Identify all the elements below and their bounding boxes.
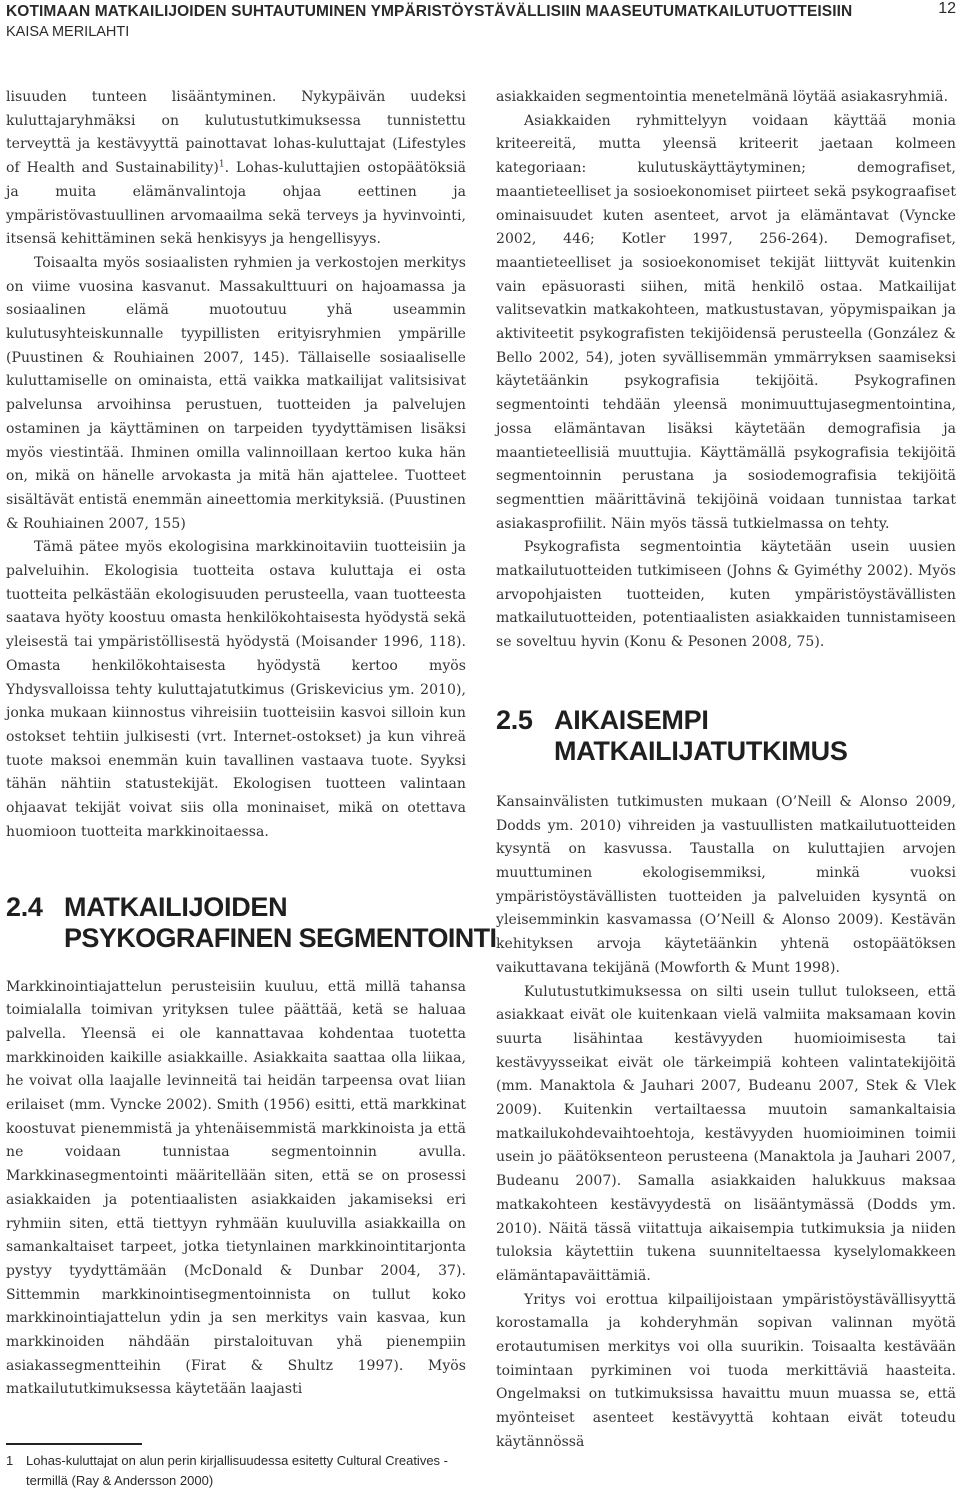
paragraph: Asiakkaiden ryhmittelyyn voidaan käyttää monia kriteereitä, mutta yleensä kriteerit jaetaan kolmeen kategoriaan: kulutuskäyttäytyminen; demografiset, maantieteelliset ja sosioekonomiset piirteet sekä psykograafiset ominaisuudet kuten asenteet, arvot ja elämäntavat (Vyncke 2002, 446; Kotler 1997, 256-264). Demografiset, maantieteelliset ja sosioekonomiset tekijät liittyvät kuitenkin vain epäsuorasti siihen, mitä henkilö ostaa. Matkailijat valitsevatkin matkakohteen, matkustustavan, yöpymispaikan ja aktiviteetit psykografisten tekijöidensä perusteella (González & Bello 2002, 54), joten syvällisemmän ymmärryksen saamiseksi käytetäänkin psykografisia tekijöitä. Psykografinen segmentointi tehdään yleensä monimuuttujasegmentointina, jossa elämäntavan lisäksi käytetään demografisia ja maantieteellisiä muuttujia. Käyttämällä psykografisia tekijöitä segmentoinnin perustana ja sosiodemografisia tekijöitä segmenttien määrittävinä tekijöinä voidaan tunnistaa tarkat asiakasprofiilit. Näin myös tässä tutkielmassa on tehty. [496, 112, 956, 532]
page-header [6, 2, 956, 42]
left-column [6, 86, 497, 1402]
paragraph-text: lisuuden tunteen lisääntyminen. Nykypäivän uudeksi kuluttajaryhmäksi on kulutustutkimuksessa tunnistettu terveyttä ja kestävyyttä painottavat lohas-kuluttajat (Lifestyles of Health and Sustainability) [6, 89, 466, 177]
page-number: 12 [938, 0, 956, 17]
section-number: 2.4 [6, 891, 43, 922]
paragraph: asiakkaiden segmentointia menetelmänä löytää asiakasryhmiä. [496, 89, 949, 105]
paragraph-text: . Lohas-kuluttajien ostopäätöksiä ja muita elämänvalintoja ohjaa eettinen ja ympäristövastuullinen arvomaailma sekä terveys ja hyvinvointi, itsensä kehittäminen sekä henkisyys ja hengellisyys. [6, 160, 466, 248]
section-title-line: MATKAILIJATUTKIMUS [554, 735, 848, 766]
paragraph: Tämä pätee myös ekologisina markkinoitaviin tuotteisiin ja palveluihin. Ekologisia tuotteita ostava kuluttaja ei osta tuotteita pelkästään ekologisuuden perusteella, vaan tuotteesta saatava hyöty koostuu omasta henkilökohtaisesta hyödystä sekä yleisestä tai ympäristöllisestä hyödystä (Moisander 1996, 118). Omasta henkilökohtaisesta hyödystä kertoo myös Yhdysvalloissa tehty kuluttajatutkimus (Griskevicius ym. 2010), jonka mukaan kiinnostus vihreisiin tuotteisiin kasvoi silloin kun ostokset tehtiin julkisesti (vrt. Internet-ostokset) ja kun vihreä tuote maksoi enemmän kuin tavallinen vastaava tuote. Syyksi tähän nähtiin statustekijät. Ekologisen tuotteen valintaan ohjaavat tekijät voivat siis olla moninaiset, mikä on otettava huomioon tuotteita markkinoitaessa. [6, 539, 466, 840]
section-title-line: AIKAISEMPI [554, 704, 709, 735]
right-column [496, 86, 956, 1455]
footnote [6, 1451, 466, 1491]
paragraph: Psykografista segmentointia käytetään usein uusien matkailutuotteiden tutkimiseen (Johns & Gyiméthy 2002). Myös arvopohjaisten tuotteiden, kuten ympäristöystävällisten matkailutuotteiden, potentiaalisten asiakkaiden tunnistamiseen se soveltuu hyvin (Konu & Pesonen 2008, 75). [496, 539, 956, 651]
section-title [64, 892, 496, 954]
paragraph: Kansainvälisten tutkimusten mukaan (O’Neill & Alonso 2009, Dodds ym. 2010) vihreiden ja vastuullisten matkailutuotteiden kysyntä on kasvussa. Taustalla on kuluttajien arvojen muuttuminen ekologisemmiksi, minkä vuoksi ympäristöystävällisten tuotteiden ja palveluiden kysyntä on yleisemminkin kasvamassa (O’Neill & Alonso 2009). Kestävän kehityksen arvoja käytetäänkin yhtenä ostopäätöksen vaikuttavana tekijänä (Mowforth & Munt 1998). [496, 793, 956, 976]
paragraph: Yritys voi erottua kilpailijoistaan ympäristöystävällisyyttä korostamalla ja kohderyhmän sopivan valinnan myötä erotautumisen merkitys voi olla suurikin. Toisaalta kestävään toimintaan pyrkiminen voi tuoda merkittäviä haasteita. Ongelmaksi on tutkimuksissa havaittu muun muassa se, että myönteiset asenteet kestävyyttä kohtaan eivät toteudu käytännössä [496, 1291, 956, 1450]
paragraph: Toisaalta myös sosiaalisten ryhmien ja verkostojen merkitys on viime vuosina kasvanut. Massakulttuuri on hajoamassa ja sosiaalinen elämä muotoutuu yhä useammin kulutusyhteiskunnalle tyypillisten erityisryhmien ympärille (Puustinen & Rouhiainen 2007, 145). Tällaiselle sosiaaliselle kuluttamiselle on ominaista, että vaikka matkailijat valitsisivat palvelunsa arvoihinsa perustuen, tuotteiden ja palvelujen ostaminen ja käyttäminen on tarpeiden tyydyttämisen lisäksi myös viestintää. Ihminen omilla valinnoillaan kertoo kuka hän on, mikä on hänelle arvokasta ja mitä hän ajattelee. Tuotteet sisältävät entistä enemmän aineettomia merkityksiä. (Puustinen & Rouhiainen 2007, 155) [6, 254, 466, 532]
footnote-reference: 1 [218, 159, 225, 170]
section-title-line: MATKAILIJOIDEN [64, 891, 288, 922]
paragraph [6, 86, 466, 252]
paragraph: Kulutustutkimuksessa on silti usein tullut tulokseen, että asiakkaat eivät ole kuitenkaan vielä valmiita maksamaan kovin suurta lisähintaa kestävyyden huomioimisesta tai kestävyysseikat eivät ole tärkeimpiä kohteen valintatekijöitä (mm. Manaktola & Jauhari 2007, Budeanu 2007, Stek & Vlek 2009). Kuitenkin vertailtaessa muutoin samankaltaisia matkailukohdevaihtoehtoja, kestävyyden huomioiminen toimii usein jo päätöksenteon perusteena (Manaktola ja Jauhari 2007, Budeanu 2007). Samalla asiakkaiden halukkuus maksaa matkakohteen kestävyydestä on lisääntymässä (Dodds ym. 2010). Näitä tässä viitattuja aikaisempia tutkimuksia ja niiden tuloksia käytettiin tukena suunniteltaessa kyselylomakkeen elämäntapaväittämiä. [496, 983, 956, 1284]
running-title: KOTIMAAN MATKAILIJOIDEN SUHTAUTUMINEN YMPÄRISTÖYSTÄVÄLLISIIN MAASEUTUMATKAILUTUOTTEISIIN [6, 3, 853, 20]
section-number: 2.5 [496, 704, 533, 735]
section-heading-2-5 [496, 705, 956, 767]
running-author: KAISA MERILAHTI [6, 24, 130, 40]
footnote-text: Lohas-kuluttajat on alun perin kirjallisuudessa esitetty Cultural Creatives -termillä (Ray & Andersson 2000) [26, 1453, 448, 1488]
section-heading-2-4 [6, 891, 497, 954]
footnote-divider [6, 1443, 142, 1445]
paragraph: Markkinointiajattelun perusteisiin kuuluu, että millä tahansa toimialalla toimivan yrityksen tulee päättää, ketä se haluaa palvella. Yleensä ei ole kannattavaa kohdentaa tuotetta markkinoiden kaikille asiakkaille. Asiakkaita saattaa olla liikaa, he voivat olla laajalle levinneitä tai heidän tarpeensa ovat liian erilaiset (mm. Vyncke 2002). Smith (1956) esitti, että markkinat koostuvat pienemmistä ja yhtenäisemmistä markkinoista ja että ne voidaan tunnistaa segmentoinnin avulla. Markkinasegmentointi määritellään siten, että se on prosessi asiakkaiden ja potentiaalisten asiakkaiden jakamiseksi eri ryhmiin siten, että tiettyyn ryhmään kuuluvilla asiakkailla on samankaltaiset tarpeet, jotka tietynlainen markkinointitarjonta pystyy tyydyttämään (McDonald & Dunbar 2004, 37). Sittemmin markkinointisegmentoinnista on tullut koko markkinointiajattelun ydin ja sen merkitys vain kasvaa, kun markkinoiden nähdään pirstaloituvan yhä pienempiin asiakassegmentteihin (Firat & Shultz 1997). Myös matkailututkimuksessa käytetään laajasti [6, 978, 466, 1398]
footnote-number: 1 [6, 1453, 14, 1468]
section-title [554, 705, 956, 767]
section-title-line: PSYKOGRAFINEN SEGMENTOINTI [64, 922, 497, 953]
